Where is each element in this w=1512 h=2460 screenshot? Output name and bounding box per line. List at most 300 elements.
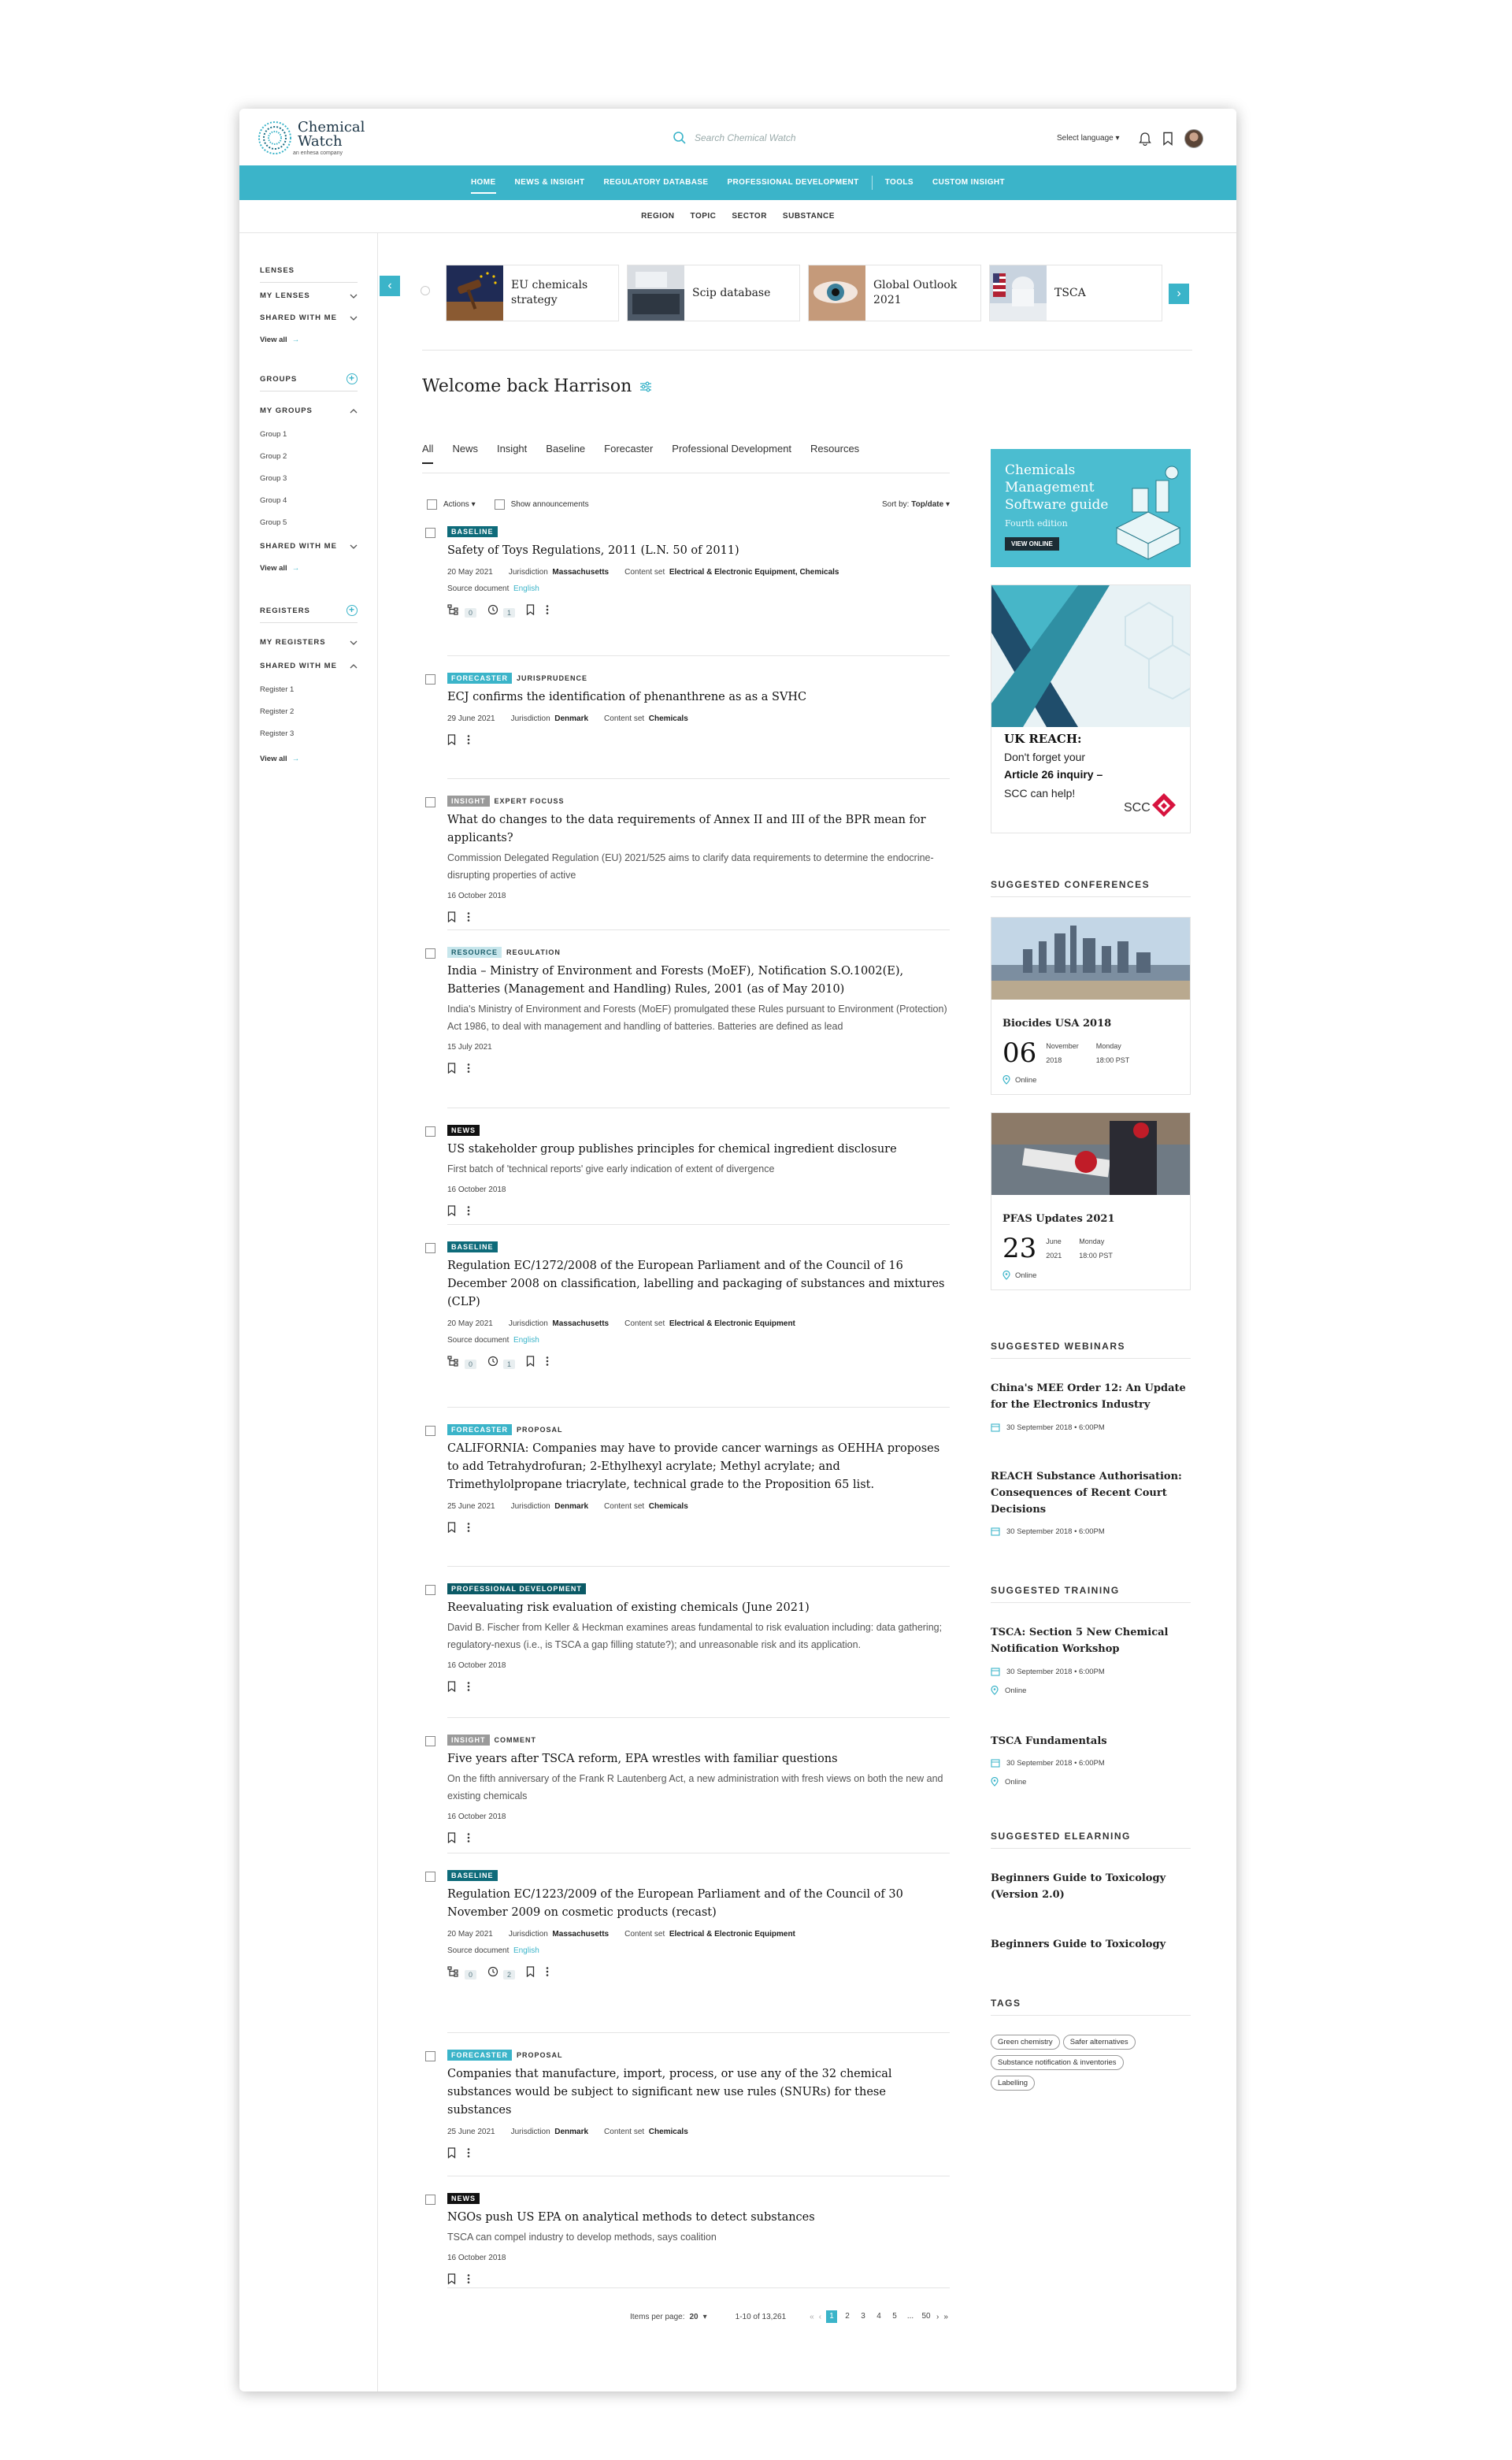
item-title[interactable]: What do changes to the data requirements of Annex II and III of the BPR mean for applicants? <box>447 814 926 844</box>
training-location <box>991 1777 1026 1787</box>
conference-location-text: Online <box>1015 1075 1037 1085</box>
view-all-label: View all <box>260 336 287 344</box>
ad2-tail: SCC can help! <box>1004 787 1076 800</box>
conference-day: 23 <box>1002 1233 1037 1264</box>
elearning-title[interactable]: Beginners Guide to Toxicology (Version 2.0) <box>991 1872 1166 1901</box>
item-checkbox[interactable] <box>425 674 435 685</box>
register-item[interactable]: Register 2 <box>260 707 295 716</box>
content-subtype-label: PROPOSAL <box>517 2051 563 2059</box>
item-divider <box>447 655 950 656</box>
divider <box>991 896 1191 897</box>
conference-year: 2018 <box>1046 1056 1062 1064</box>
content-type-badge[interactable]: INSIGHT <box>447 1735 490 1746</box>
page-link[interactable]: 4 <box>876 2312 881 2321</box>
search-box[interactable] <box>673 131 796 145</box>
bookmark-icon[interactable] <box>526 604 535 618</box>
ad2-body: Don't forget your <box>1004 751 1086 763</box>
items-per-page-label: Items per page: <box>630 2312 685 2321</box>
registers-view-all-link[interactable] <box>260 755 299 763</box>
location-pin-icon <box>1002 1271 1010 1280</box>
more-options-icon[interactable] <box>467 1832 470 1846</box>
more-options-icon[interactable] <box>467 734 470 748</box>
history-count: 1 <box>503 608 515 618</box>
sidebar-registers-shared[interactable] <box>260 662 358 670</box>
carousel-image-capitol <box>990 265 1047 321</box>
page-link[interactable]: 2 <box>845 2312 850 2321</box>
sidebar <box>239 233 378 2391</box>
subnav-sector[interactable]: SECTOR <box>732 212 767 221</box>
item-checkbox[interactable] <box>425 797 435 807</box>
last-page-icon[interactable]: » <box>943 2312 948 2321</box>
sidebar-groups-shared[interactable] <box>260 542 358 551</box>
tab-news[interactable]: News <box>452 443 478 455</box>
conference-card[interactable] <box>991 917 1191 1095</box>
item-title[interactable]: Regulation EC/1223/2009 of the European Parliament and of the Council of 30 November 2009 on cosmetic products (recast) <box>447 1888 903 1919</box>
logo-text-line1: Chemical <box>298 118 365 135</box>
group-item[interactable]: Group 4 <box>260 496 287 505</box>
related-count: 0 <box>465 608 476 618</box>
logo-text-line2: Watch <box>298 132 343 150</box>
item-jurisdiction <box>511 714 588 723</box>
jurisdiction-label: Jurisdiction <box>510 714 550 723</box>
item-summary: David B. Fischer from Keller & Heckman examines areas fundamental to risk evaluation including: data gathering; regulatory-nexus (i.e., is TSCA a gap filling statute?); and unreasonable risk and its application. <box>447 1622 943 1650</box>
carousel-next-button[interactable]: › <box>1169 284 1189 304</box>
carousel-card[interactable] <box>446 265 619 321</box>
more-options-icon[interactable] <box>546 604 549 618</box>
webinar-title[interactable]: China's MEE Order 12: An Update for the Electronics Industry <box>991 1382 1186 1411</box>
arrow-right-icon: → <box>291 564 300 573</box>
item-date: 20 May 2021 <box>447 1930 493 1939</box>
item-jurisdiction <box>511 1502 588 1511</box>
ad-title: Chemicals Management Software guide <box>1005 462 1109 513</box>
conference-time: 18:00 PST <box>1079 1252 1113 1260</box>
divider <box>260 282 358 283</box>
chevron-up-icon <box>350 662 358 670</box>
item-content-set <box>624 1930 795 1939</box>
item-content-set <box>604 714 688 723</box>
related-items-icon[interactable] <box>447 1356 476 1369</box>
tags-heading: TAGS <box>991 1998 1021 2009</box>
actions-label: Actions <box>443 500 469 509</box>
conference-weekday: Monday <box>1079 1237 1105 1245</box>
suggested-training-heading: SUGGESTED TRAINING <box>991 1585 1120 1596</box>
register-item[interactable]: Register 1 <box>260 685 295 694</box>
my-groups-label: MY GROUPS <box>260 406 313 415</box>
jurisdiction-label: Jurisdiction <box>508 568 548 577</box>
nav-custom-insight[interactable]: CUSTOM INSIGHT <box>932 178 1006 187</box>
register-item[interactable]: Register 3 <box>260 729 295 738</box>
jurisdiction-value: Massachusetts <box>552 568 610 577</box>
more-options-icon[interactable] <box>546 1356 549 1369</box>
chevron-down-icon <box>350 543 358 551</box>
webinar-title[interactable]: REACH Substance Authorisation: Consequences of Recent Court Decisions <box>991 1471 1182 1516</box>
sidebar-groups-heading <box>260 373 358 384</box>
item-title[interactable]: India – Ministry of Environment and Forests (MoEF), Notification S.O.1002(E), Batteries (Management and Handling) Rules, 2001 (as of May 2010) <box>447 965 904 996</box>
nav-home[interactable]: HOME <box>461 165 506 200</box>
history-count: 1 <box>503 1360 515 1369</box>
item-content-set <box>604 1502 688 1511</box>
tag-pill[interactable]: Green chemistry <box>991 2035 1060 2050</box>
item-jurisdiction <box>509 568 609 577</box>
items-per-page-select[interactable]: 20 <box>689 2312 699 2321</box>
content-subtype-label: PROPOSAL <box>517 1426 563 1434</box>
item-checkbox[interactable] <box>425 1585 435 1595</box>
tab-all[interactable]: All <box>422 443 433 464</box>
carousel-card[interactable] <box>808 265 981 321</box>
training-title[interactable]: TSCA: Section 5 New Chemical Notification Workshop <box>991 1627 1169 1655</box>
tag-pill[interactable]: Labelling <box>991 2076 1035 2091</box>
more-options-icon[interactable] <box>467 911 470 925</box>
carousel-card-title: EU chemicals strategy <box>511 279 588 306</box>
content-set-value: Electrical & Electronic Equipment <box>669 1319 795 1328</box>
content-type-badge[interactable]: FORECASTER <box>447 673 512 684</box>
group-item[interactable]: Group 2 <box>260 452 287 461</box>
conference-weekday: Monday <box>1095 1042 1121 1050</box>
item-content-set <box>624 568 839 577</box>
tab-insight[interactable]: Insight <box>496 443 528 455</box>
show-announcements-checkbox[interactable] <box>495 499 505 510</box>
divider <box>422 350 1192 351</box>
bell-icon[interactable] <box>1139 132 1151 146</box>
subnav-topic[interactable]: TOPIC <box>690 212 717 221</box>
chevron-up-icon <box>350 407 358 415</box>
lenses-view-all-link[interactable] <box>260 336 299 344</box>
item-title[interactable]: Safety of Toys Regulations, 2011 (L.N. 50 of 2011) <box>447 544 739 557</box>
related-count: 0 <box>465 1970 476 1980</box>
top-bar <box>239 109 1236 165</box>
item-divider <box>447 1224 950 1225</box>
search-icon <box>673 131 687 145</box>
bookmark-icon[interactable] <box>526 1966 535 1980</box>
more-options-icon[interactable] <box>467 2273 470 2287</box>
subnav-substance[interactable]: SUBSTANCE <box>782 212 835 221</box>
view-all-label: View all <box>260 755 287 763</box>
content-set-value: Electrical & Electronic Equipment, Chemicals <box>669 568 839 577</box>
caret-down-icon: ▾ <box>945 500 950 509</box>
item-date: 15 July 2021 <box>447 1043 492 1052</box>
my-lenses-label: MY LENSES <box>260 291 310 300</box>
content-type-badge[interactable]: FORECASTER <box>447 1424 512 1435</box>
divider <box>991 2015 1191 2016</box>
bookmark-icon[interactable] <box>1162 132 1173 146</box>
item-content-set <box>604 2128 688 2136</box>
view-all-label: View all <box>260 564 287 573</box>
conference-year: 2021 <box>1046 1252 1062 1260</box>
sort-label: Sort by: <box>882 500 910 509</box>
group-item[interactable]: Group 1 <box>260 430 287 439</box>
item-checkbox[interactable] <box>425 2051 435 2061</box>
registers-label: REGISTERS <box>260 606 310 615</box>
conference-date <box>1002 1037 1190 1069</box>
bookmark-icon[interactable] <box>447 1205 456 1219</box>
jurisdiction-value: Massachusetts <box>552 1319 610 1328</box>
first-page-icon[interactable]: « <box>810 2312 814 2321</box>
bookmark-icon[interactable] <box>526 1356 535 1369</box>
bookmark-icon[interactable] <box>447 2147 456 2161</box>
page-link[interactable]: 3 <box>861 2312 865 2321</box>
history-count: 2 <box>503 1970 515 1980</box>
jurisdiction-label: Jurisdiction <box>510 1502 550 1511</box>
nav-regulatory-database[interactable]: REGULATORY DATABASE <box>603 178 709 187</box>
elearning-title[interactable]: Beginners Guide to Toxicology <box>991 1939 1166 1950</box>
suggested-conferences-heading: SUGGESTED CONFERENCES <box>991 879 1151 890</box>
content-set-label: Content set <box>624 1319 665 1328</box>
carousel-image-eye <box>809 265 865 321</box>
item-title[interactable]: Five years after TSCA reform, EPA wrestles with familiar questions <box>447 1753 838 1765</box>
sidebar-my-groups[interactable] <box>260 406 358 415</box>
shared-with-me-label: SHARED WITH ME <box>260 542 337 551</box>
calendar-icon <box>991 1423 1000 1432</box>
conference-title: PFAS Updates 2021 <box>1002 1213 1115 1225</box>
item-checkbox[interactable] <box>425 528 435 538</box>
app-window <box>239 109 1236 2391</box>
location-pin-icon <box>1002 1075 1010 1085</box>
conference-time: 18:00 PST <box>1095 1056 1130 1064</box>
history-icon[interactable] <box>487 604 515 618</box>
source-document-link[interactable]: English <box>513 1946 539 1955</box>
arrow-right-icon: → <box>291 755 300 763</box>
item-source-document <box>447 584 950 593</box>
content-type-badge[interactable]: NEWS <box>447 2193 480 2204</box>
logo-mark-icon <box>257 120 293 156</box>
item-date: 16 October 2018 <box>447 1813 506 1821</box>
source-document-link[interactable]: English <box>513 584 539 593</box>
content-type-badge[interactable]: BASELINE <box>447 526 498 537</box>
nav-divider <box>872 176 873 190</box>
user-avatar[interactable] <box>1184 129 1203 148</box>
item-divider <box>447 778 950 779</box>
actions-dropdown[interactable] <box>443 500 476 509</box>
webinar-date-text: 30 September 2018 • 6:00PM <box>1006 1527 1105 1536</box>
caret-down-icon: ▾ <box>1115 134 1120 143</box>
shared-with-me-label: SHARED WITH ME <box>260 314 337 322</box>
show-announcements-label: Show announcements <box>510 500 589 509</box>
conference-day: 06 <box>1002 1037 1037 1069</box>
content-type-badge[interactable]: NEWS <box>447 1125 480 1136</box>
scc-logo-icon <box>1151 792 1177 823</box>
more-options-icon[interactable] <box>467 1205 470 1219</box>
bookmark-icon[interactable] <box>447 1522 456 1535</box>
nav-professional-development[interactable]: PROFESSIONAL DEVELOPMENT <box>727 178 859 187</box>
item-jurisdiction <box>511 2128 588 2136</box>
groups-view-all-link[interactable] <box>260 564 299 573</box>
item-date: 16 October 2018 <box>447 1661 506 1670</box>
language-select-label: Select language <box>1057 134 1114 143</box>
item-divider <box>447 1566 950 1567</box>
conference-location-text: Online <box>1015 1271 1037 1280</box>
item-date: 16 October 2018 <box>447 2254 506 2262</box>
more-options-icon[interactable] <box>467 2147 470 2161</box>
chevron-down-icon <box>350 314 358 322</box>
content-set-label: Content set <box>604 2128 645 2136</box>
carousel-card[interactable] <box>627 265 800 321</box>
item-date: 29 June 2021 <box>447 714 495 723</box>
item-title[interactable]: Regulation EC/1272/2008 of the European Parliament and of the Council of 16 December 2008 on classification, labelling and packaging of substances and mixtures (CLP) <box>447 1260 945 1308</box>
groups-label: GROUPS <box>260 374 298 384</box>
page-link[interactable]: 5 <box>892 2312 897 2321</box>
search-input[interactable]: Search Chemical Watch <box>695 132 796 143</box>
training-date-text: 30 September 2018 • 6:00PM <box>1006 1667 1105 1676</box>
item-checkbox[interactable] <box>425 2195 435 2205</box>
nav-news-insight[interactable]: NEWS & INSIGHT <box>514 178 585 187</box>
training-location-text: Online <box>1005 1686 1027 1695</box>
ad2-bold: Article 26 inquiry – <box>1004 768 1103 781</box>
jurisdiction-value: Denmark <box>554 1502 589 1511</box>
training-title[interactable]: TSCA Fundamentals <box>991 1735 1107 1747</box>
group-item[interactable]: Group 3 <box>260 474 287 483</box>
bookmark-icon[interactable] <box>447 734 456 748</box>
bookmark-icon[interactable] <box>447 2273 456 2287</box>
jurisdiction-label: Jurisdiction <box>508 1319 548 1328</box>
item-checkbox[interactable] <box>425 1243 435 1253</box>
select-all-checkbox[interactable] <box>427 499 437 510</box>
divider <box>260 622 358 623</box>
content-type-badge[interactable]: PROFESSIONAL DEVELOPMENT <box>447 1583 586 1594</box>
more-options-icon[interactable] <box>467 1522 470 1535</box>
source-document-link[interactable]: English <box>513 1336 539 1345</box>
welcome-heading <box>422 377 652 396</box>
carousel-card-title: Global Outlook 2021 <box>873 279 958 306</box>
item-title[interactable]: NGOs push US EPA on analytical methods to detect substances <box>447 2211 815 2224</box>
software-guide-ad[interactable] <box>991 449 1191 567</box>
content-subtype-label: JURISPRUDENCE <box>517 674 588 682</box>
sidebar-lenses-shared[interactable] <box>260 314 358 322</box>
tab-professional-development[interactable]: Professional Development <box>672 443 792 455</box>
source-document-label: Source document <box>447 584 510 593</box>
content-set-label: Content set <box>604 714 645 723</box>
bookmark-icon[interactable] <box>447 911 456 925</box>
item-jurisdiction <box>509 1319 609 1328</box>
bookmark-icon[interactable] <box>447 1681 456 1694</box>
calendar-icon <box>991 1667 1000 1676</box>
item-summary: On the fifth anniversary of the Frank R Lautenberg Act, a new administration with fresh views on both the new and existing chemicals <box>447 1773 943 1801</box>
location-pin-icon <box>991 1777 999 1787</box>
content-tabs <box>422 443 859 464</box>
item-title[interactable]: ECJ confirms the identification of phenanthrene as as a SVHC <box>447 691 807 703</box>
ad-view-online-button[interactable]: VIEW ONLINE <box>1005 537 1059 551</box>
divider <box>991 1602 1191 1603</box>
tag-pill[interactable]: Safer alternatives <box>1063 2035 1136 2050</box>
content-type-badge[interactable]: INSIGHT <box>447 796 490 807</box>
jurisdiction-value: Denmark <box>554 714 589 723</box>
carousel-prev-button[interactable]: ‹ <box>380 276 400 296</box>
item-checkbox[interactable] <box>425 948 435 959</box>
history-icon[interactable] <box>487 1966 515 1980</box>
item-jurisdiction <box>509 1930 609 1939</box>
bookmark-icon[interactable] <box>447 1063 456 1076</box>
item-checkbox[interactable] <box>425 1126 435 1137</box>
conference-month: November <box>1046 1042 1079 1050</box>
item-title[interactable]: US stakeholder group publishes principles for chemical ingredient disclosure <box>447 1143 897 1156</box>
next-page-icon[interactable]: › <box>936 2312 939 2321</box>
chemical-watch-logo[interactable] <box>257 120 365 156</box>
sort-control[interactable] <box>882 500 950 509</box>
sidebar-my-registers[interactable] <box>260 638 358 647</box>
item-date: 25 June 2021 <box>447 1502 495 1511</box>
item-date: 20 May 2021 <box>447 568 493 577</box>
related-items-icon[interactable] <box>447 1966 476 1980</box>
conference-date <box>1002 1233 1190 1264</box>
add-register-icon[interactable]: + <box>346 605 358 616</box>
conference-card[interactable] <box>991 1112 1191 1290</box>
subnav-region[interactable]: REGION <box>641 212 675 221</box>
tab-resources[interactable]: Resources <box>810 443 860 455</box>
source-document-label: Source document <box>447 1946 510 1955</box>
more-options-icon[interactable] <box>546 1966 549 1980</box>
more-options-icon[interactable] <box>467 1063 470 1076</box>
divider <box>991 1358 1191 1359</box>
language-select[interactable] <box>1057 134 1120 143</box>
welcome-text: Welcome back Harrison <box>422 377 632 396</box>
carousel-card-title: TSCA <box>1054 286 1086 299</box>
jurisdiction-label: Jurisdiction <box>508 1930 548 1939</box>
carousel-card[interactable] <box>989 265 1162 321</box>
tab-baseline[interactable]: Baseline <box>546 443 586 455</box>
item-title[interactable]: Companies that manufacture, import, process, or use any of the 32 chemical substances would be subject to significant new use rules (SNURs) for these substances <box>447 2068 892 2117</box>
jurisdiction-label: Jurisdiction <box>510 2128 550 2136</box>
item-title[interactable]: Reevaluating risk evaluation of existing chemicals (June 2021) <box>447 1601 810 1614</box>
group-item[interactable]: Group 5 <box>260 518 287 527</box>
related-items-icon[interactable] <box>447 604 476 618</box>
item-checkbox[interactable] <box>425 1736 435 1746</box>
conference-location <box>1002 1075 1190 1085</box>
tab-forecaster[interactable]: Forecaster <box>604 443 654 455</box>
page-link[interactable]: 1 <box>826 2310 837 2323</box>
ad-subtitle: Fourth edition <box>1005 518 1068 529</box>
training-location <box>991 1686 1026 1695</box>
item-checkbox[interactable] <box>425 1872 435 1882</box>
content-type-badge[interactable]: FORECASTER <box>447 2050 512 2061</box>
training-date-text: 30 September 2018 • 6:00PM <box>1006 1758 1105 1768</box>
customize-sliders-icon[interactable] <box>639 381 652 392</box>
conference-month: June <box>1046 1237 1062 1245</box>
jurisdiction-value: Denmark <box>554 2128 589 2136</box>
source-document-label: Source document <box>447 1336 510 1345</box>
content-type-badge[interactable]: BASELINE <box>447 1870 498 1881</box>
item-checkbox[interactable] <box>425 1426 435 1436</box>
sort-value: Top/date <box>911 500 944 509</box>
content-type-badge[interactable]: BASELINE <box>447 1241 498 1252</box>
content-set-label: Content set <box>624 1930 665 1939</box>
nav-tools[interactable]: TOOLS <box>884 178 914 187</box>
arrow-right-icon: → <box>291 336 300 344</box>
page-link[interactable]: 50 <box>921 2312 931 2321</box>
webinar-date-text: 30 September 2018 • 6:00PM <box>1006 1423 1105 1432</box>
calendar-icon <box>991 1527 1000 1536</box>
bookmark-icon[interactable] <box>447 1832 456 1846</box>
add-group-icon[interactable]: + <box>346 373 358 384</box>
tag-pill[interactable]: Substance notification & inventories <box>991 2055 1124 2070</box>
page-ellipsis: ... <box>906 2312 914 2321</box>
prev-page-icon[interactable]: ‹ <box>818 2312 822 2321</box>
content-type-badge[interactable]: RESOURCE <box>447 947 502 958</box>
conference-location <box>1002 1271 1190 1280</box>
item-content-set <box>624 1319 795 1328</box>
calendar-icon <box>991 1758 1000 1768</box>
content-set-value: Chemicals <box>648 1502 688 1511</box>
more-options-icon[interactable] <box>467 1681 470 1694</box>
item-title[interactable]: CALIFORNIA: Companies may have to provide cancer warnings as OEHHA proposes to add Tetrahydrofuran; 2-Ethylhexyl acrylate; Methyl acrylate; and Trimethylolpropane triacrylate, technical grade to the Proposition 65 list. <box>447 1442 940 1491</box>
uk-reach-ad[interactable] <box>991 584 1191 833</box>
sidebar-my-lenses[interactable] <box>260 291 358 300</box>
history-icon[interactable] <box>487 1356 515 1369</box>
header-icons <box>1139 129 1203 148</box>
item-divider <box>447 2287 950 2288</box>
webinar-date <box>991 1423 1105 1432</box>
content-subtype-label: COMMENT <box>494 1736 537 1744</box>
pagination <box>630 2310 948 2323</box>
caret-down-icon: ▾ <box>702 2312 707 2321</box>
